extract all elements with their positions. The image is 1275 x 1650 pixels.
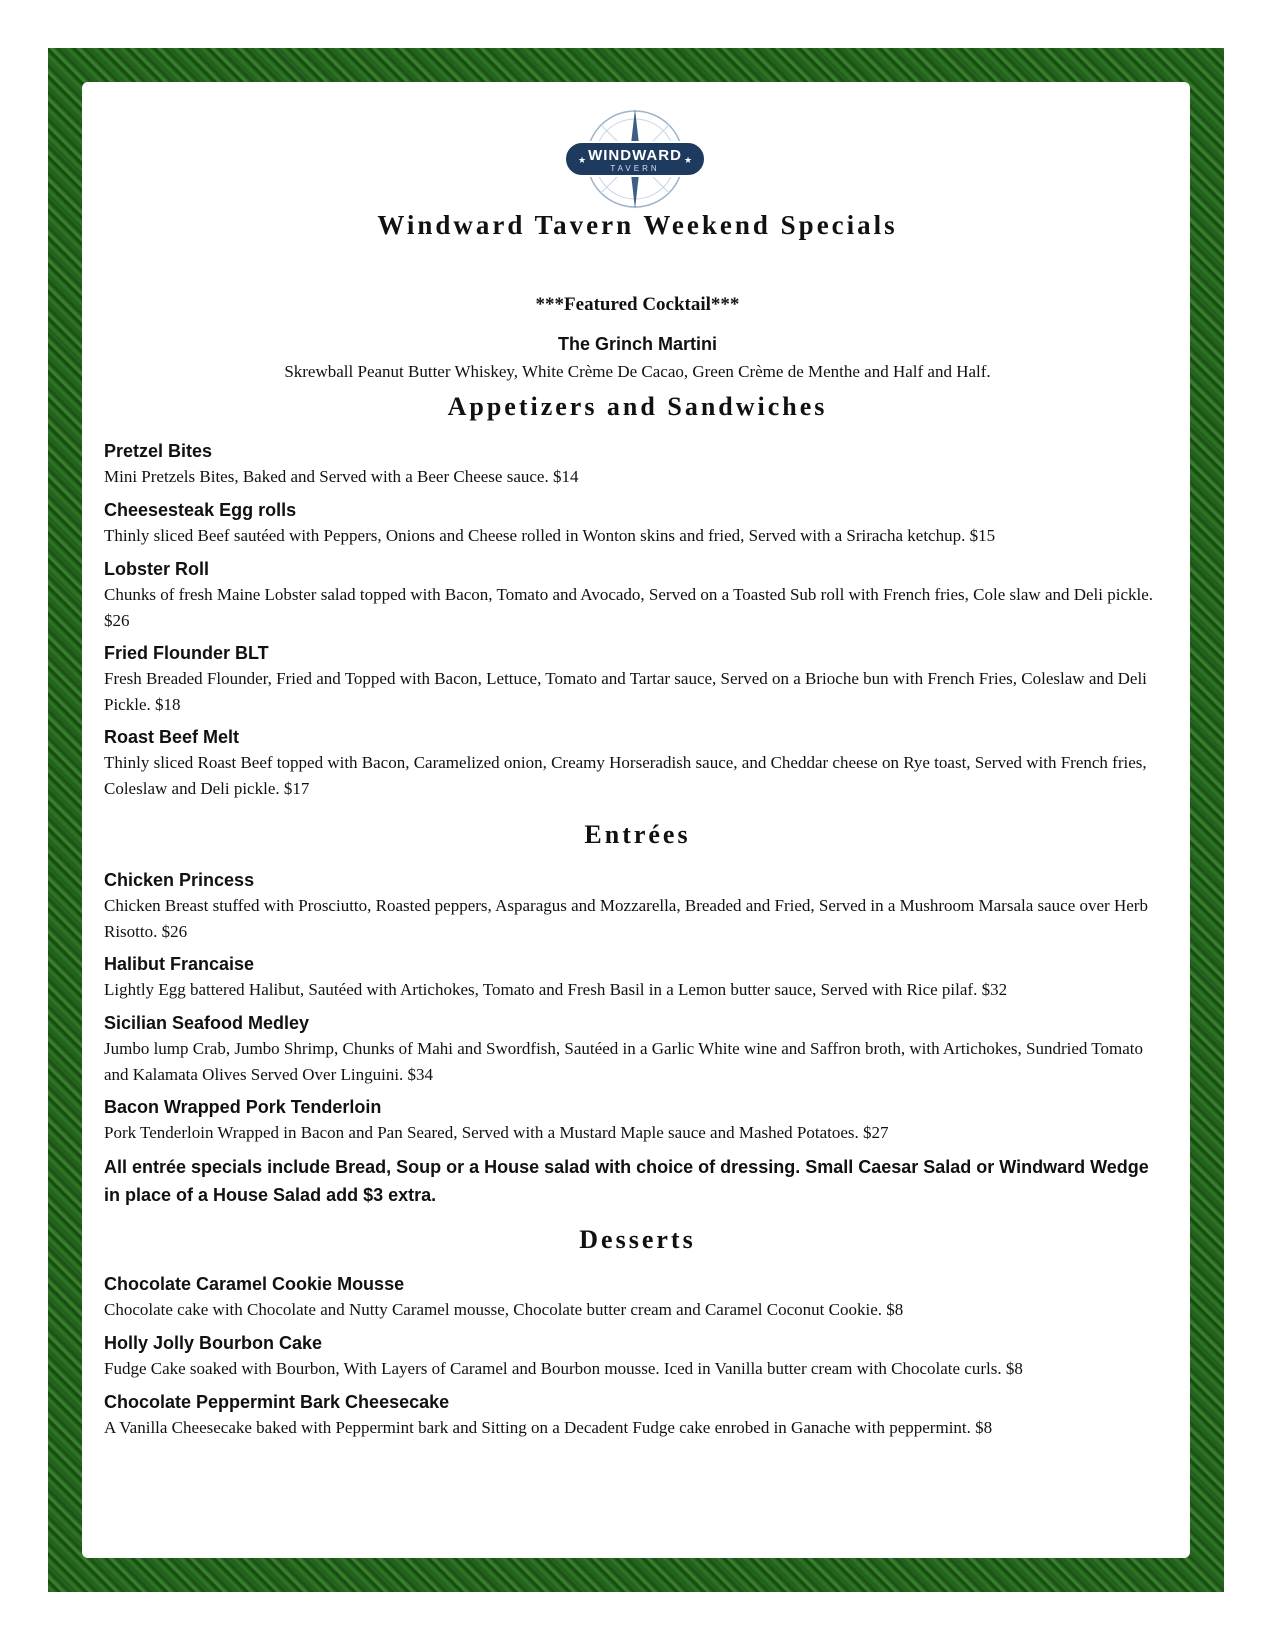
menu-item-description: Fudge Cake soaked with Bourbon, With Layers of Caramel and Bourbon mousse. Iced in Vanilla butter cream with Chocolate curls. $8 xyxy=(104,1359,1023,1378)
menu-item xyxy=(104,1010,1164,1088)
menu-item-description: Chicken Breast stuffed with Prosciutto, Roasted peppers, Asparagus and Mozzarella, Breaded and Fried, Served in a Mushroom Marsala sauce over Herb Risotto. $26 xyxy=(104,896,1148,941)
menu-item-name: Bacon Wrapped Pork Tenderloin xyxy=(104,1097,382,1117)
menu-item xyxy=(104,556,1164,634)
logo-subtitle: TAVERN xyxy=(610,164,660,173)
menu-item-name: Cheesesteak Egg rolls xyxy=(104,500,297,520)
logo-wordmark: WINDWARD xyxy=(588,147,682,164)
svg-text:★: ★ xyxy=(578,156,587,166)
windward-tavern-logo xyxy=(560,104,710,214)
menu-item-description: Chocolate cake with Chocolate and Nutty Caramel mousse, Chocolate butter cream and Caramel Coconut Cookie. $8 xyxy=(104,1300,904,1319)
menu-item xyxy=(104,724,1164,802)
menu-item-description: Chunks of fresh Maine Lobster salad topped with Bacon, Tomato and Avocado, Served on a Toasted Sub roll with French fries, Cole slaw and Deli pickle. $26 xyxy=(104,585,1154,630)
menu-item xyxy=(104,1094,1164,1146)
menu-item-description: Lightly Egg battered Halibut, Sautéed with Artichokes, Tomato and Fresh Basil in a Lemon butter sauce, Served with Rice pilaf. $32 xyxy=(104,980,1008,999)
section-heading-entrees: Entrées xyxy=(584,820,691,849)
menu-item xyxy=(104,951,1164,1003)
menu-item xyxy=(104,867,1164,945)
menu-item-name: Lobster Roll xyxy=(104,559,210,579)
menu-item-name: Fried Flounder BLT xyxy=(104,643,269,663)
entree-specials-note: All entrée specials include Bread, Soup or a House salad with choice of dressing. Small Caesar Salad or Windward Wedge in place of a House Salad add $3 extra. xyxy=(104,1157,1149,1205)
menu-item-description: Pork Tenderloin Wrapped in Bacon and Pan Seared, Served with a Mustard Maple sauce and Mashed Potatoes. $27 xyxy=(104,1123,889,1142)
menu-item-name: Pretzel Bites xyxy=(104,441,213,461)
featured-cocktail-description: Skrewball Peanut Butter Whiskey, White Crème De Cacao, Green Crème de Menthe and Half and Half. xyxy=(284,362,991,381)
menu-item xyxy=(104,640,1164,718)
menu-item-name: Chicken Princess xyxy=(104,870,255,890)
menu-item-description: A Vanilla Cheesecake baked with Peppermint bark and Sitting on a Decadent Fudge cake enrobed in Ganache with peppermint. $8 xyxy=(104,1418,993,1437)
menu-item xyxy=(104,1389,1164,1441)
featured-cocktail-name: The Grinch Martini xyxy=(557,334,717,354)
menu-item xyxy=(104,1271,1164,1323)
menu-item-name: Roast Beef Melt xyxy=(104,727,240,747)
page-title: Windward Tavern Weekend Specials xyxy=(377,210,898,240)
menu-item xyxy=(104,1330,1164,1382)
menu-item xyxy=(104,497,1164,549)
menu-item-description: Mini Pretzels Bites, Baked and Served with a Beer Cheese sauce. $14 xyxy=(104,467,579,486)
featured-cocktail-label: ***Featured Cocktail*** xyxy=(535,294,740,315)
menu-item-name: Sicilian Seafood Medley xyxy=(104,1013,310,1033)
section-heading-desserts: Desserts xyxy=(579,1225,696,1254)
menu-item xyxy=(104,438,1164,490)
menu-item-name: Halibut Francaise xyxy=(104,954,255,974)
svg-text:★: ★ xyxy=(684,156,693,166)
section-heading-appetizers: Appetizers and Sandwiches xyxy=(447,392,828,421)
menu-item-description: Jumbo lump Crab, Jumbo Shrimp, Chunks of Mahi and Swordfish, Sautéed in a Garlic White wine and Saffron broth, with Artichokes, Sundried Tomato and Kalamata Olives Served Over Linguini. $34 xyxy=(104,1039,1144,1084)
menu-item-description: Thinly sliced Roast Beef topped with Bacon, Caramelized onion, Creamy Horseradish sauce, and Cheddar cheese on Rye toast, Served with French fries, Coleslaw and Deli pickle. $17 xyxy=(104,753,1147,798)
menu-item-description: Fresh Breaded Flounder, Fried and Topped with Bacon, Lettuce, Tomato and Tartar sauce, Served on a Brioche bun with French Fries, Coleslaw and Deli Pickle. $18 xyxy=(104,669,1147,714)
menu-item-description: Thinly sliced Beef sautéed with Peppers, Onions and Cheese rolled in Wonton skins and fried, Served with a Sriracha ketchup. $15 xyxy=(104,526,996,545)
menu-item-name: Chocolate Peppermint Bark Cheesecake xyxy=(104,1392,450,1412)
menu-item-name: Holly Jolly Bourbon Cake xyxy=(104,1333,323,1353)
menu-item-name: Chocolate Caramel Cookie Mousse xyxy=(104,1274,405,1294)
